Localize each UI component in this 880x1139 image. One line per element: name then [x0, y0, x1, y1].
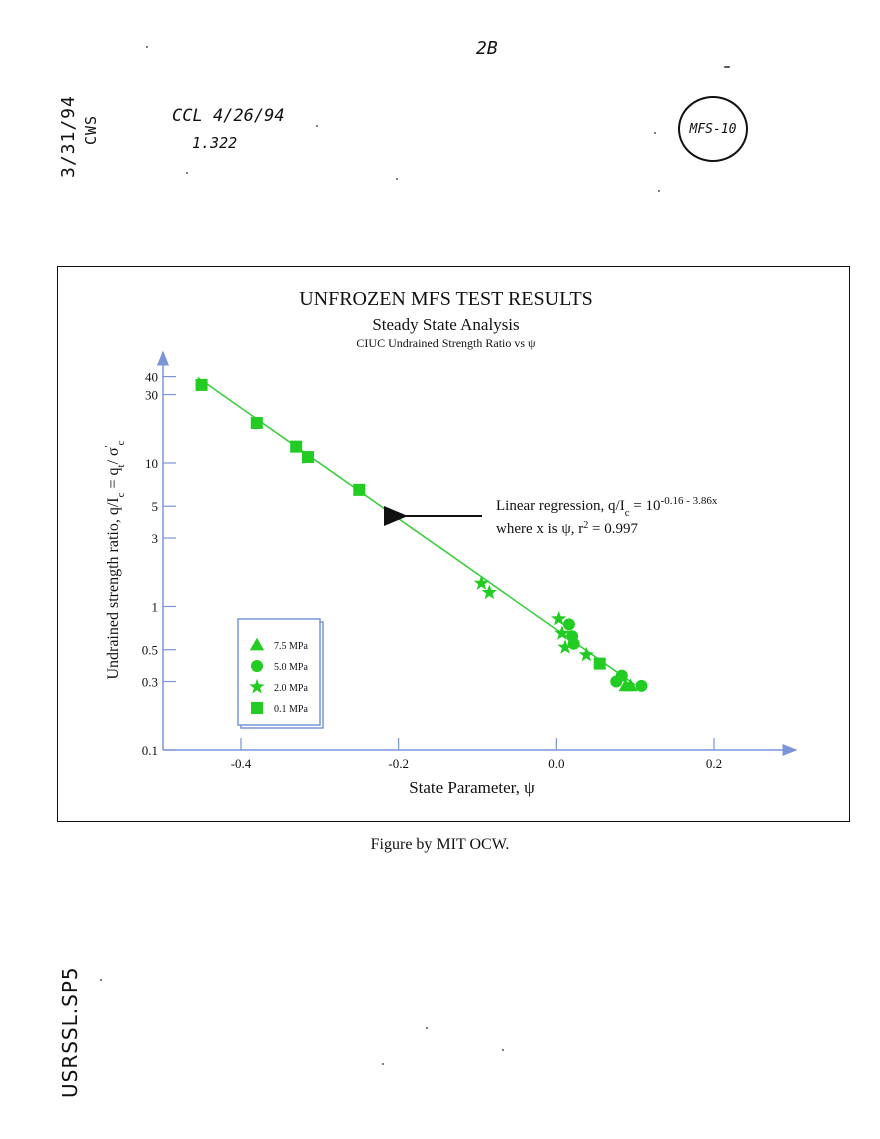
chart-subtitle2: CIUC Undrained Strength Ratio vs ψ — [356, 336, 536, 350]
footer-code: USRSSL.SP5 — [58, 966, 82, 1098]
handwritten-note-line2: 1.322 — [192, 134, 238, 152]
legend-label: 0.1 MPa — [274, 704, 308, 715]
legend-label: 5.0 MPa — [274, 662, 308, 673]
page-number: 2B — [476, 38, 498, 59]
star-point — [579, 647, 594, 662]
y-tick-label: 40 — [145, 369, 158, 385]
stamp-date: 3/31/94 — [58, 95, 79, 178]
legend — [238, 619, 323, 728]
x-axis-label: State Parameter, ψ — [409, 778, 535, 797]
y-axis-label: Undrained strength ratio, $q/I_c = q_t/$ $\sigma'_c$ — [103, 440, 127, 680]
y-tick-label: 5 — [151, 499, 158, 515]
circle-point — [635, 680, 647, 692]
x-tick-label: -0.4 — [230, 756, 252, 771]
circle-point — [563, 618, 575, 630]
star-point — [474, 575, 489, 590]
square-point — [302, 451, 314, 463]
badge-label: MFS-10 — [689, 121, 737, 137]
circle-point — [616, 670, 628, 682]
x-ticks — [231, 738, 722, 771]
legend-circle-icon — [251, 660, 263, 672]
square-point — [594, 658, 606, 670]
legend-label: 7.5 MPa — [274, 641, 308, 652]
square-point — [353, 484, 365, 496]
stamp-initials: CWS — [82, 114, 100, 145]
square-point — [251, 417, 263, 429]
figure-caption: Figure by MIT OCW. — [370, 836, 510, 853]
y-tick-label: 3 — [151, 531, 158, 547]
y-tick-label: 1 — [151, 599, 158, 615]
handwritten-note-line1: CCL 4/26/94 — [172, 106, 285, 126]
regression-label-line2: where x is ψ, $r^2 = 0.997$ — [496, 519, 639, 537]
regression-label: Linear regression, $q/I_c = 10^{-0.16 - 3.86x}$ — [496, 495, 718, 519]
legend-label: 2.0 MPa — [274, 683, 308, 694]
legend-square-icon — [251, 702, 263, 714]
x-tick-label: 0.0 — [548, 756, 565, 771]
square-point — [290, 441, 302, 453]
x-tick-label: -0.2 — [388, 756, 409, 771]
square-point — [196, 379, 208, 391]
x-tick-label: 0.2 — [705, 756, 723, 771]
chart-title: UNFROZEN MFS TEST RESULTS — [299, 288, 593, 310]
circle-point — [568, 638, 580, 650]
y-tick-label: 0.5 — [141, 642, 158, 658]
y-tick-label: 0.1 — [141, 743, 158, 758]
y-tick-label: 30 — [145, 387, 158, 403]
y-tick-label: 10 — [145, 456, 158, 471]
y-tick-label: 0.3 — [141, 674, 158, 690]
y-ticks — [142, 370, 176, 758]
chart-subtitle: Steady State Analysis — [372, 315, 520, 334]
